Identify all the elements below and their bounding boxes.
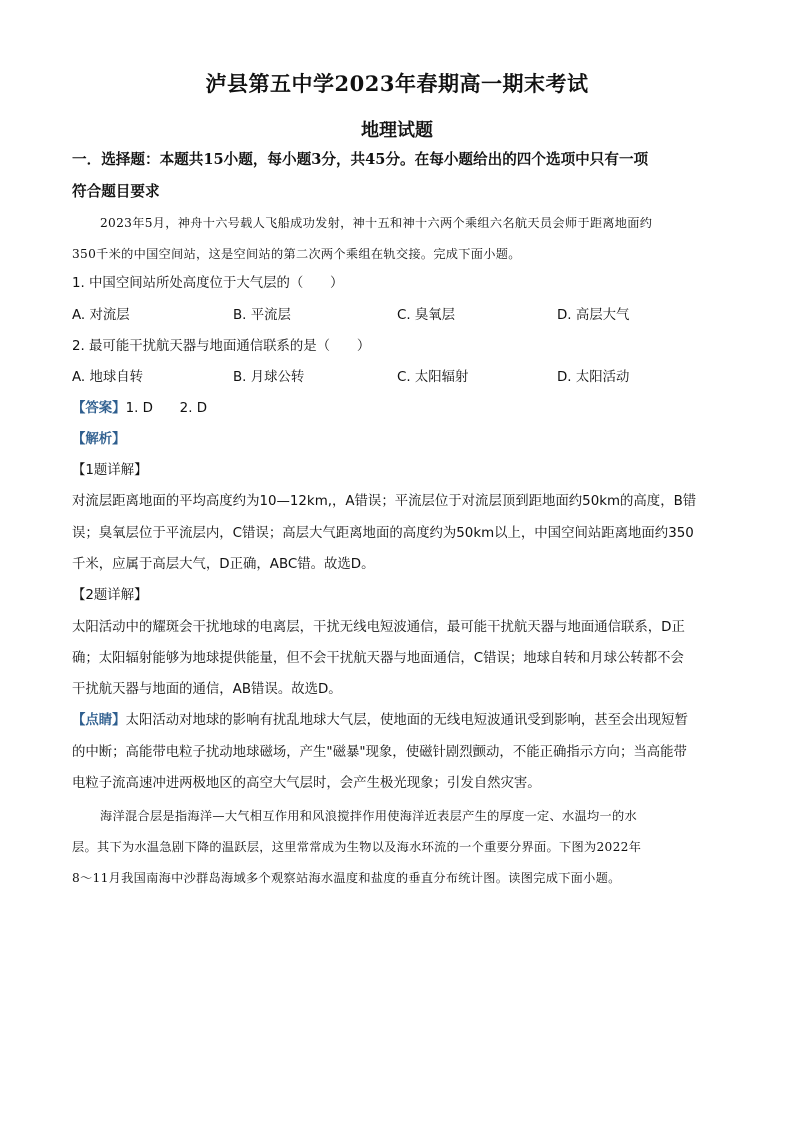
question-1-option-d: D. 高层大气 (557, 308, 630, 323)
detail1-line3: 千米，应属于高层大气，D正确，ABC错。故选D。 (72, 557, 375, 572)
question-2-stem: 2. 最可能干扰航天器与地面通信联系的是（ ） (72, 339, 371, 354)
detail2-line1: 太阳活动中的耀斑会干扰地球的电离层，干扰无线电短波通信，最可能干扰航天器与地面通信联系，D正 (72, 620, 685, 635)
remark-line2: 的中断；高能带电粒子扰动地球磁场，产生"磁暴"现象，使磁针剧烈颤动，不能正确指示方向；当高能带 (72, 745, 687, 760)
remark-label: 【点睛】 (72, 713, 126, 728)
detail1-label: 【1题详解】 (72, 463, 148, 478)
question-1-option-a: A. 对流层 (72, 308, 130, 323)
analysis-row (72, 430, 726, 450)
passage2-line1: 海洋混合层是指海洋—大气相互作用和风浪搅拌作用使海洋近表层产生的厚度一定、水温均一的水 (100, 809, 637, 823)
answer-text: 1. D 2. D (125, 401, 208, 416)
question-1-option-c: C. 臭氧层 (397, 308, 456, 323)
question-1-stem: 1. 中国空间站所处高度位于大气层的（ ） (72, 276, 344, 291)
subject-title: 地理试题 (361, 120, 433, 141)
answer-row (72, 399, 726, 419)
remark-row (72, 711, 726, 731)
question-2-option-d: D. 太阳活动 (557, 370, 630, 385)
remark-line3: 电粒子流高速冲进两极地区的高空大气层时，会产生极光现象；引发自然灾害。 (72, 776, 541, 791)
remark-line1: 太阳活动对地球的影响有扰乱地球大气层，使地面的无线电短波通讯受到影响，甚至会出现短暂 (125, 713, 688, 728)
exam-title: 泸县第五中学2023年春期高一期末考试 (205, 71, 589, 96)
question-2-option-c: C. 太阳辐射 (397, 370, 469, 385)
analysis-label: 【解析】 (72, 432, 126, 447)
section-heading-line1: 一．选择题：本题共15小题，每小题3分，共45分。在每小题给出的四个选项中只有一项 (72, 151, 649, 168)
detail2-label: 【2题详解】 (72, 588, 148, 603)
detail1-line2: 误；臭氧层位于平流层内，C错误；高层大气距离地面的高度约为50km以上，中国空间站距离地面约350 (72, 526, 694, 541)
section-heading-line2: 符合题目要求 (72, 183, 160, 200)
passage1-line2: 350千米的中国空间站，这是空间站的第二次两个乘组在轨交接。完成下面小题。 (72, 247, 521, 261)
question-1-option-b: B. 平流层 (233, 308, 291, 323)
detail1-line1: 对流层距离地面的平均高度约为10—12km,，A错误；平流层位于对流层顶到距地面约50km的高度，B错 (72, 494, 697, 509)
question-2-option-a: A. 地球自转 (72, 370, 143, 385)
passage2-line3: 8～11月我国南海中沙群岛海域多个观察站海水温度和盐度的垂直分布统计图。读图完成下面小题。 (72, 871, 621, 885)
detail2-line3: 干扰航天器与地面的通信，AB错误。故选D。 (72, 682, 342, 697)
question-2-option-b: B. 月球公转 (233, 370, 305, 385)
passage2-line2: 层。其下为水温急剧下降的温跃层，这里常常成为生物以及海水环流的一个重要分界面。下图为2022年 (72, 840, 642, 854)
detail2-line2: 确；太阳辐射能够为地球提供能量，但不会干扰航天器与地面通信，C错误；地球自转和月球公转都不会 (72, 651, 684, 666)
answer-label: 【答案】 (72, 401, 126, 416)
passage1-line1: 2023年5月，神舟十六号载人飞船成功发射，神十五和神十六两个乘组六名航天员会师于距离地面约 (100, 216, 653, 230)
